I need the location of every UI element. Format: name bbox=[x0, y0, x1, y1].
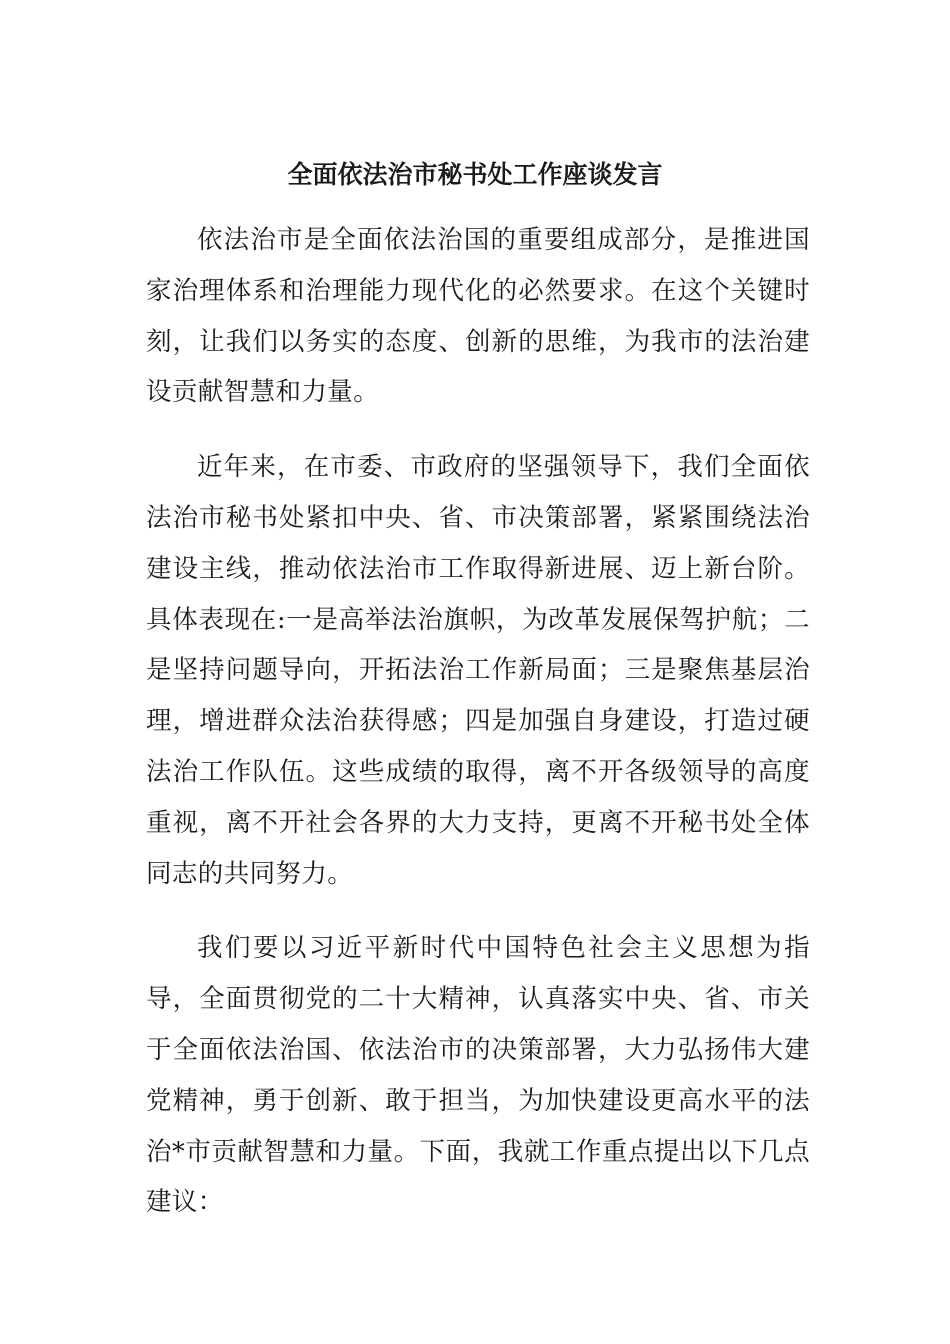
document-title: 全面依法治市秘书处工作座谈发言 bbox=[287, 160, 663, 189]
paragraph-1: 依法治市是全面依法治国的重要组成部分，是推进国家治理体系和治理能力现代化的必然要求。在这个关键时刻，让我们以务实的态度、创新的思维，为我市的法治建设贡献智慧和力量。 bbox=[146, 225, 810, 408]
paragraph-3: 我们要以习近平新时代中国特色社会主义思想为指导，全面贯彻党的二十大精神，认真落实中央、省、市关于全面依法治国、依法治市的决策部署，大力弘扬伟大建党精神，勇于创新、敢于担当，为加快建设更高水平的法治*市贡献智慧和力量。下面，我就工作重点提出以下几点建议： bbox=[146, 933, 810, 1218]
paragraph-2: 近年来，在市委、市政府的坚强领导下，我们全面依法治市秘书处紧扣中央、省、市决策部署，紧紧围绕法治建设主线，推动依法治市工作取得新进展、迈上新台阶。具体表现在:一是高举法治旗帜，为改革发展保驾护航；二是坚持问题导向，开拓法治工作新局面；三是聚焦基层治理，增进群众法治获得感；四是加强自身建设，打造过硬法治工作队伍。这些成绩的取得，离不开各级领导的高度重视，离不开社会各界的大力支持，更离不开秘书处全体同志的共同努力。 bbox=[146, 452, 810, 889]
document-body bbox=[146, 215, 810, 1252]
